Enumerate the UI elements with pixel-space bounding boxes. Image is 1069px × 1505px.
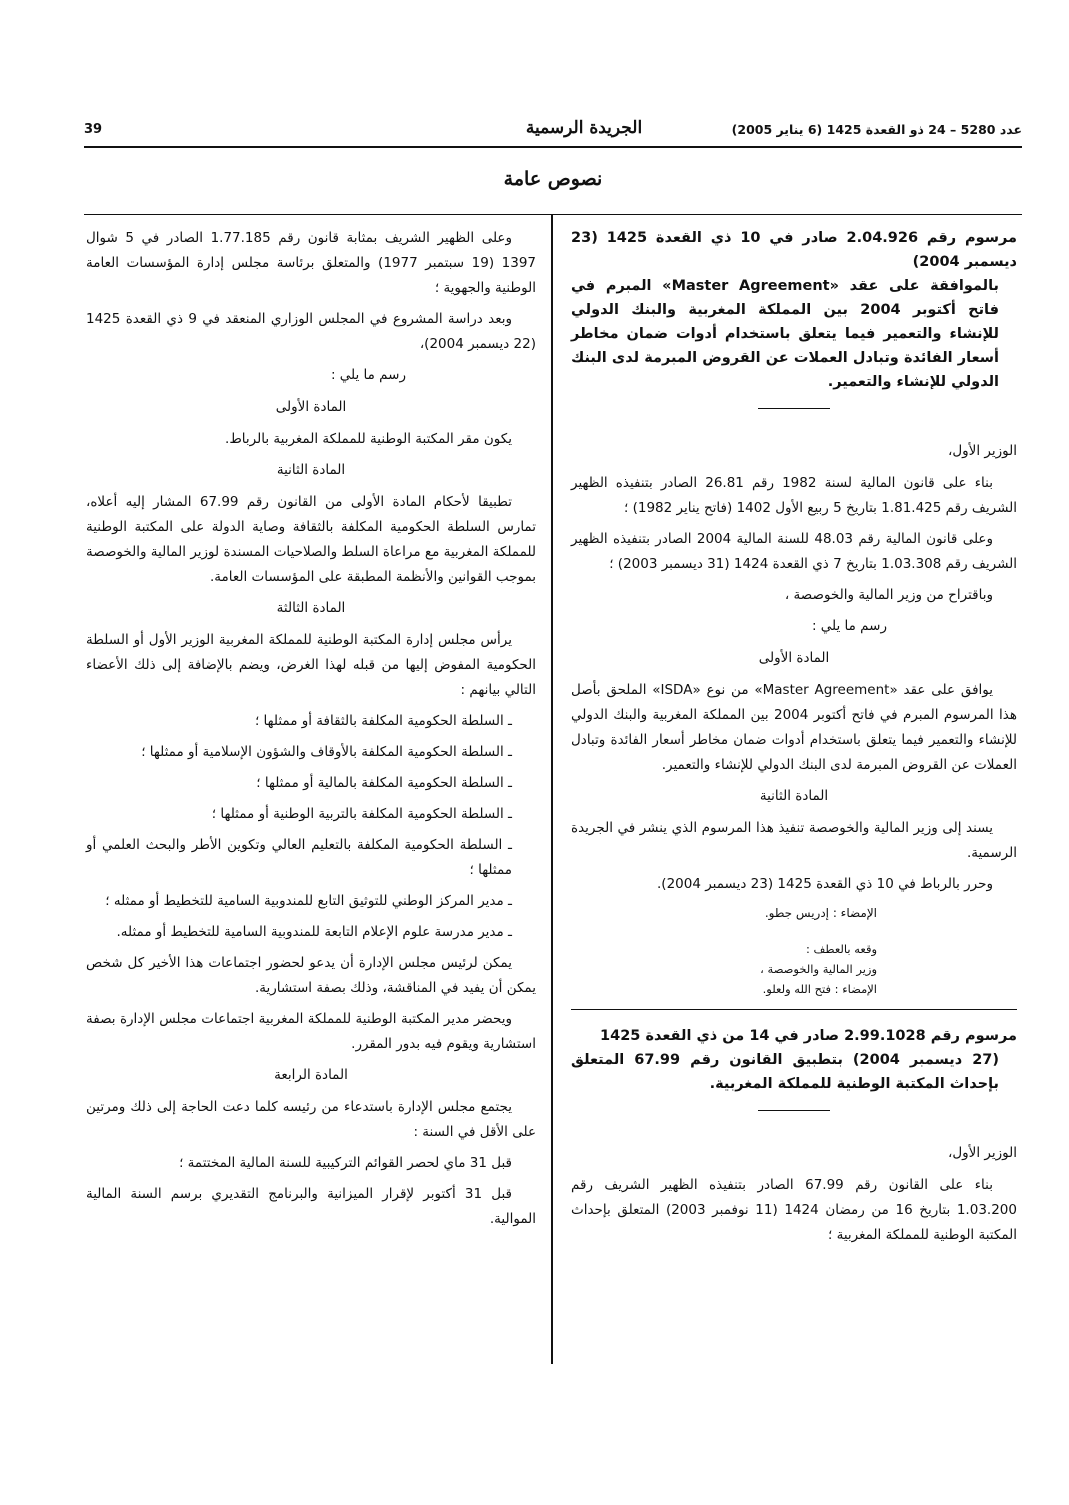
right-column bbox=[571, 226, 1017, 1254]
decree1-prime-minister: الوزير الأول، bbox=[948, 443, 1017, 459]
art2-text: تطبيقا لأحكام المادة الأولى من القانون رقم 67.99 المشار إليه أعلاه، تمارس السلطة الحكومية المكلفة بالثقافة وصاية الدولة على المكتبة الوطنية للمملكة المغربية مع مراعاة السلط والصلاحيات المسندة لوزير المالية والخوصصة بموجب القوانين والأنظمة المطبقة على المؤسسات العامة. bbox=[86, 494, 536, 585]
decree1-art1-title: المادة الأولى bbox=[758, 650, 830, 666]
left-para1: وعلى الظهير الشريف بمثابة قانون رقم 1.77.185 الصادر في 5 شوال 1397 (19 سبتمبر 1977) والمتعلق برئاسة مجلس إدارة المؤسسات العامة الوطنية والجهوية ؛ bbox=[86, 230, 537, 296]
decree1-done-at: وحرر بالرباط في 10 ذي القعدة 1425 (23 ديسمبر 2004). bbox=[657, 876, 993, 892]
countersign-role: وزير المالية والخوصصة ، bbox=[760, 962, 877, 976]
section-rule bbox=[84, 214, 1022, 215]
left-column bbox=[86, 226, 536, 1238]
director-para: ويحضر مدير المكتبة الوطنية للمملكة المغربية اجتماعات مجلس الإدارة بصفة استشارية ويقوم فيه بدور المقرر. bbox=[86, 1011, 536, 1052]
list-item: ـ السلطة الحكومية المكلفة بالثقافة أو ممثلها ؛ bbox=[254, 713, 512, 729]
left-para2: وبعد دراسة المشروع في المجلس الوزاري المنعقد في 9 ذي القعدة 1425 (22 ديسمبر 2004)، bbox=[86, 311, 536, 352]
list-item: ـ السلطة الحكومية المكلفة بالتربية الوطنية أو ممثلها ؛ bbox=[211, 806, 512, 822]
decree1-title bbox=[571, 226, 1017, 394]
header-rule bbox=[84, 146, 1022, 148]
decree2-para1: بناء على القانون رقم 67.99 الصادر بتنفيذه الظهير الشريف رقم 1.03.200 بتاريخ 16 من رمضان 1424 (11 نوفمبر 2003) المتعلق بإحداث المكتبة الوطنية للمملكة المغربية ؛ bbox=[571, 1177, 1017, 1243]
art3-title: المادة الثالثة bbox=[276, 600, 346, 616]
decree1-para1: بناء على قانون المالية لسنة 1982 رقم 26.81 الصادر بتنفيذه الظهير الشريف رقم 1.81.425 بتاريخ 5 ربيع الأول 1402 (فاتح يناير 1982) ؛ bbox=[571, 475, 1017, 516]
invite-para: يمكن لرئيس مجلس الإدارة أن يدعو لحضور اجتماعات هذا الأخير كل شخص يمكن أن يفيد في المناقشة، وذلك بصفة استشارية. bbox=[86, 955, 536, 996]
decree2-prime-minister: الوزير الأول، bbox=[948, 1145, 1017, 1161]
art4-item1: قبل 31 ماي لحصر القوائم التركيبية للسنة المالية المختتمة ؛ bbox=[179, 1155, 512, 1171]
decree2-title bbox=[571, 1024, 1017, 1096]
decree1-art2: يسند إلى وزير المالية والخوصصة تنفيذ هذا المرسوم الذي ينشر في الجريدة الرسمية. bbox=[571, 820, 1017, 861]
art4-item2: قبل 31 أكتوبر لإقرار الميزانية والبرنامج التقديري برسم السنة المالية الموالية. bbox=[86, 1186, 536, 1227]
decree2-title-rule bbox=[758, 1110, 830, 1111]
countersign-name: الإمضاء : فتح الله ولعلو. bbox=[762, 982, 877, 996]
decree1-para2: وعلى قانون المالية رقم 48.03 للسنة المالية 2004 الصادر بتنفيذه الظهير الشريف رقم 1.03.308 بتاريخ 7 ذي القعدة 1424 (31 ديسمبر 2003) ؛ bbox=[571, 531, 1017, 572]
journal-title: الجريدة الرسمية bbox=[525, 118, 643, 138]
list-item: ـ السلطة الحكومية المكلفة بالمالية أو ممثلها ؛ bbox=[256, 775, 512, 791]
decree1-title-rule bbox=[758, 408, 830, 409]
art1-text: يكون مقر المكتبة الوطنية للمملكة المغربية بالرباط. bbox=[225, 431, 512, 447]
decree1-art1: يوافق على عقد «Master Agreement» من نوع «ISDA» الملحق بأصل هذا المرسوم المبرم في فاتح أكتوبر 2004 بين المملكة المغربية والبنك الدولي للإنشاء والتعمير فيما يتعلق باستخدام أدوات ضمان مخاطر أسعار الفائدة وتبادل العملات عن القروض المبرمة لدى البنك الدولي للإنشاء والتعمير. bbox=[571, 682, 1017, 773]
column-divider bbox=[551, 214, 553, 1364]
page-header bbox=[84, 118, 1022, 144]
decree1-signature: الإمضاء : إدريس جطو. bbox=[764, 906, 877, 920]
art3-text: يرأس مجلس إدارة المكتبة الوطنية للمملكة المغربية الوزير الأول أو السلطة الحكومية المفوض إليها من قبله لهذا الغرض، ويضم بالإضافة إلى ذلك الأعضاء التالي بيانهم : bbox=[86, 632, 536, 698]
list-item: ـ مدير مدرسة علوم الإعلام التابعة للمندوبية السامية للتخطيط أو ممثله. bbox=[116, 924, 512, 940]
decree2-title-line1: مرسوم رقم 2.99.1028 صادر في 14 من ذي القعدة 1425 bbox=[600, 1028, 1017, 1044]
art4-title: المادة الرابعة bbox=[274, 1067, 348, 1083]
section-title: نصوص عامة bbox=[503, 168, 603, 190]
left-decrees: رسم ما يلي : bbox=[330, 367, 406, 383]
list-item: ـ مدير المركز الوطني للتوثيق التابع للمندوبية السامية للتخطيط أو ممثله ؛ bbox=[105, 893, 512, 909]
decree-separator bbox=[571, 1009, 1017, 1010]
members-list bbox=[86, 709, 536, 945]
art4-text: يجتمع مجلس الإدارة باستدعاء من رئيسه كلما دعت الحاجة إلى ذلك ومرتين على الأقل في السنة : bbox=[86, 1099, 536, 1140]
decree1-art2-title: المادة الثانية bbox=[759, 788, 829, 804]
art1-title: المادة الأولى bbox=[275, 399, 347, 415]
decree1-countersign bbox=[571, 939, 1017, 999]
decree1-decrees: رسم ما يلي : bbox=[811, 618, 887, 634]
decree2-title-rest: (27 ديسمبر 2004) بتطبيق القانون رقم 67.99 المتعلق بإحداث المكتبة الوطنية للمملكة المغربية. bbox=[571, 1052, 1000, 1092]
decree1-para3: وباقتراح من وزير المالية والخوصصة ، bbox=[784, 587, 993, 603]
issue-info: عدد 5280 – 24 ذو القعدة 1425 (6 يناير 2005) bbox=[731, 122, 1022, 137]
list-item: ـ السلطة الحكومية المكلفة بالأوقاف والشؤون الإسلامية أو ممثلها ؛ bbox=[141, 744, 512, 760]
decree1-title-line1: مرسوم رقم 2.04.926 صادر في 10 ذي القعدة 1425 (23 ديسمبر 2004) bbox=[571, 230, 1017, 270]
countersign-label: وقعه بالعطف : bbox=[805, 942, 877, 956]
art2-title: المادة الثانية bbox=[276, 462, 346, 478]
page-number: 39 bbox=[84, 122, 103, 137]
decree1-title-rest: بالموافقة على عقد «Master Agreement» المبرم في فاتح أكتوبر 2004 بين المملكة المغربية والبنك الدولي للإنشاء والتعمير فيما يتعلق باستخدام أدوات ضمان مخاطر أسعار الفائدة وتبادل العملات عن القروض المبرمة لدى البنك الدولي للإنشاء والتعمير. bbox=[571, 278, 999, 390]
list-item: ـ السلطة الحكومية المكلفة بالتعليم العالي وتكوين الأطر والبحث العلمي أو ممثلها ؛ bbox=[86, 837, 512, 878]
